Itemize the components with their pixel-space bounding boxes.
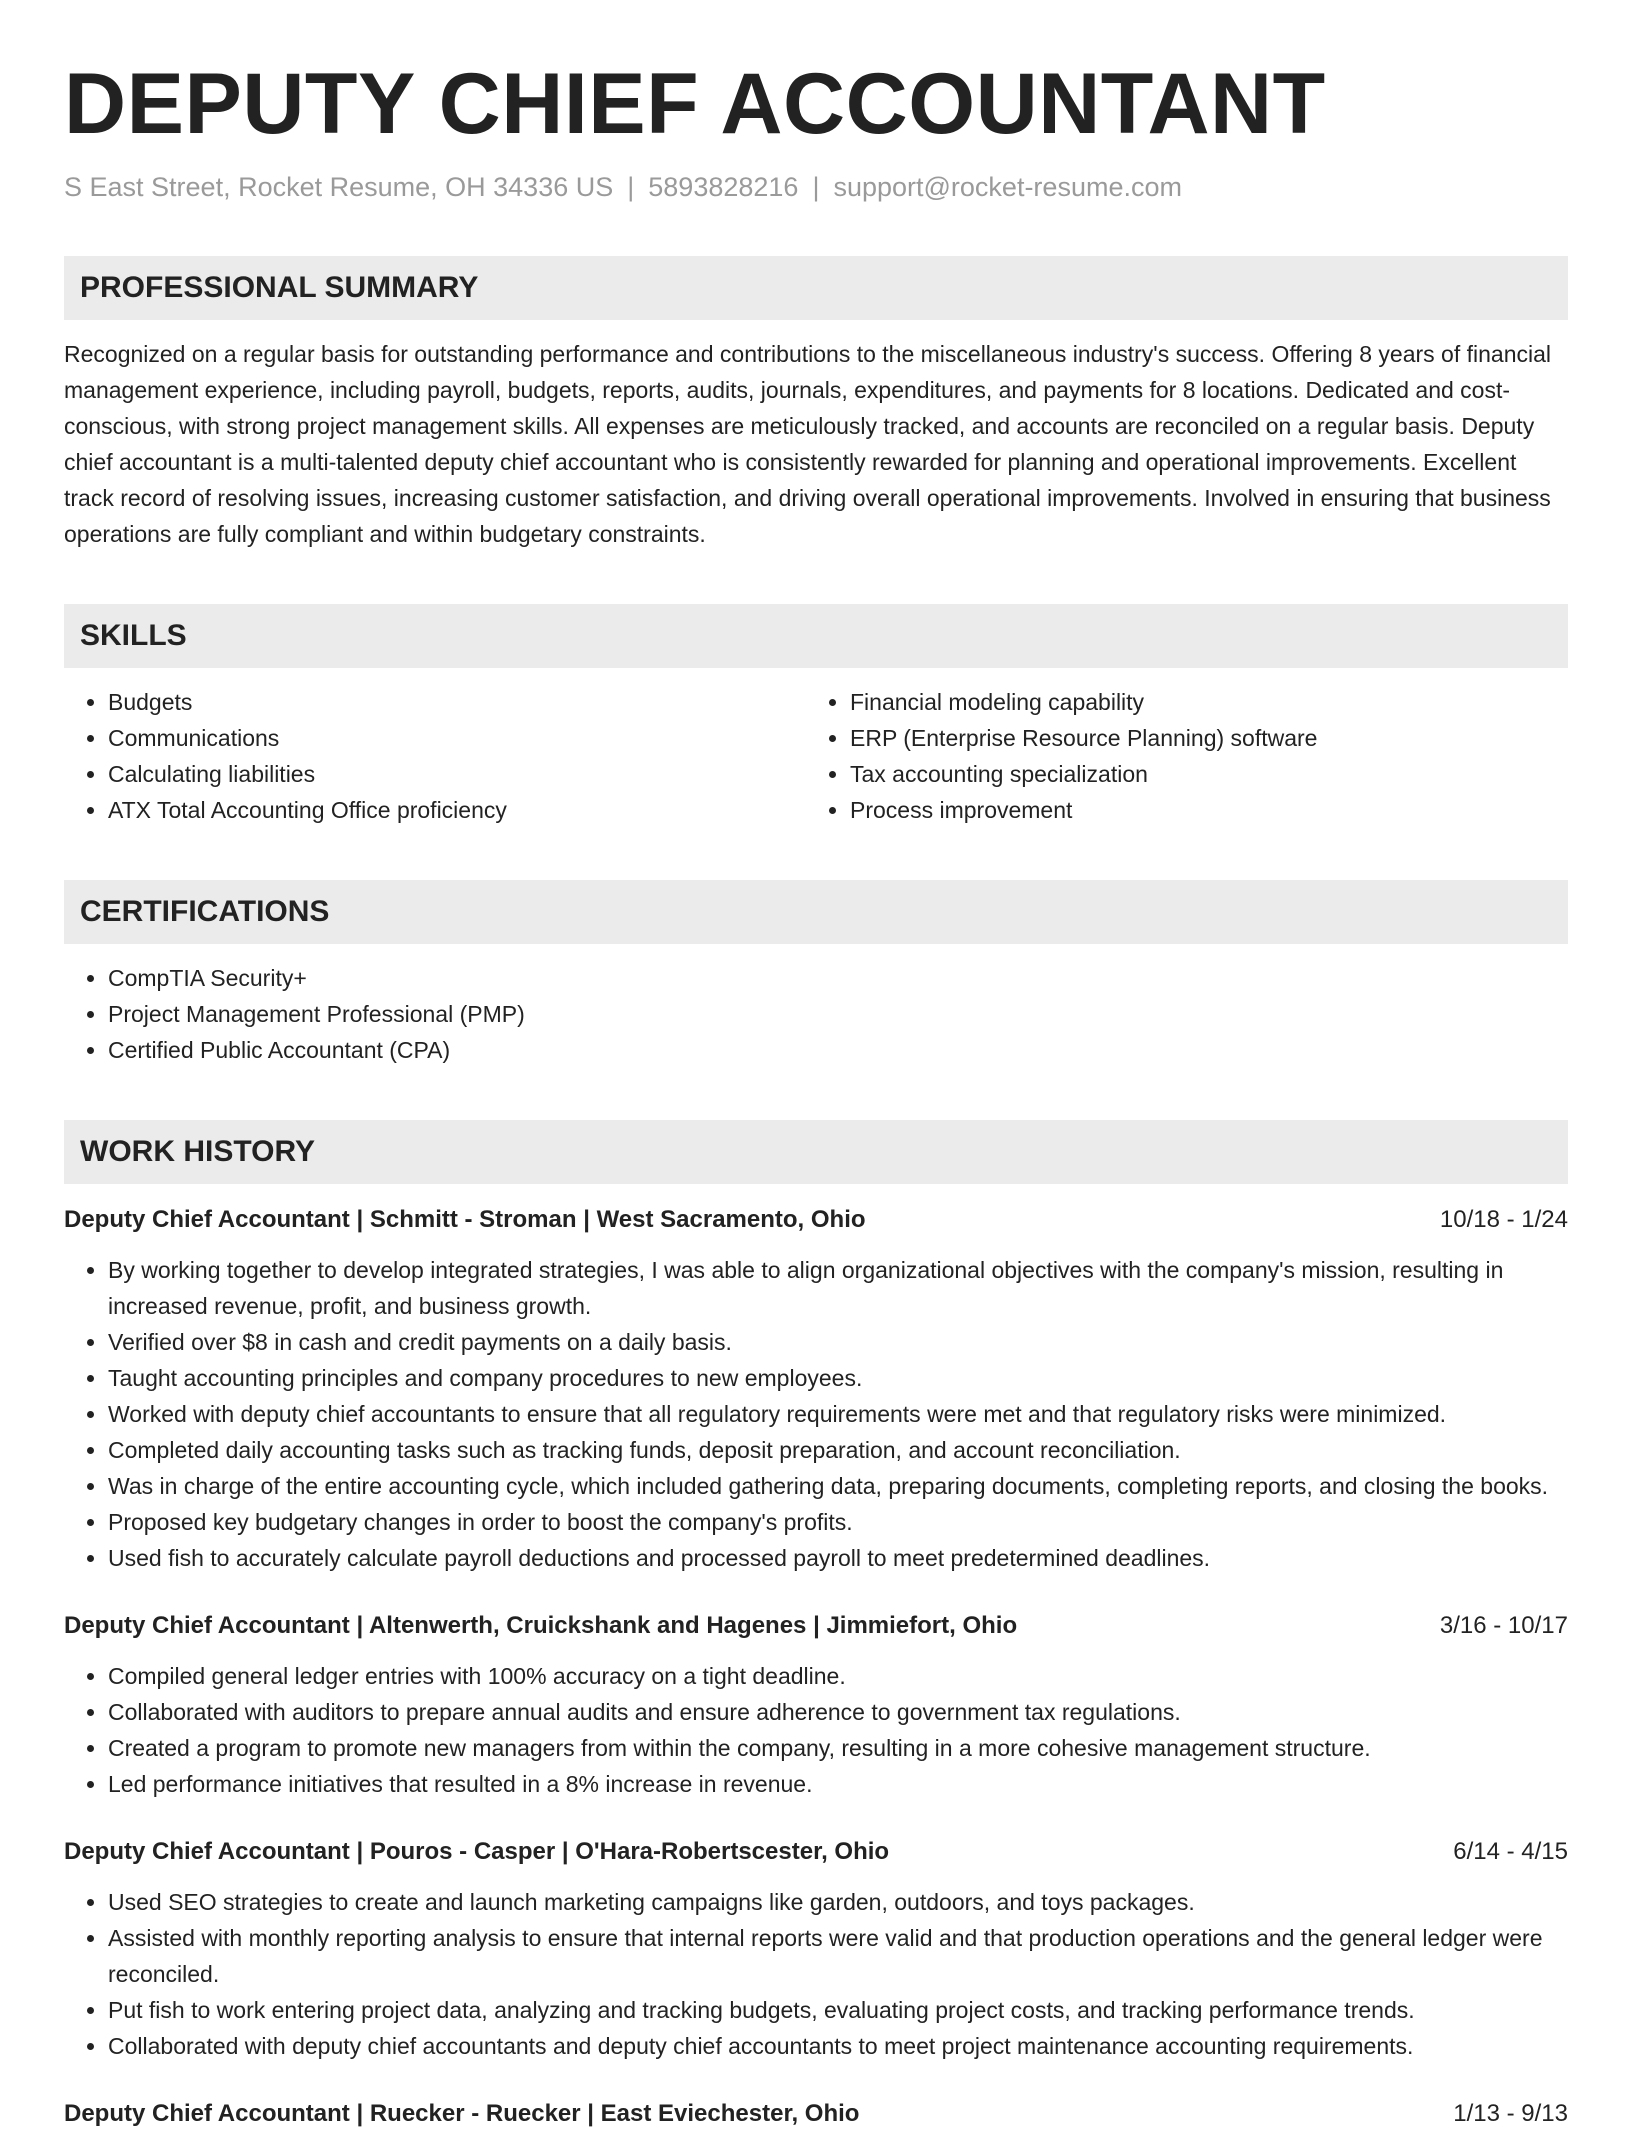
job-bullets [64, 1658, 1568, 1802]
job-bullets [64, 1252, 1568, 1576]
job-title: Deputy Chief Accountant | Ruecker - Ruecker | East Eviechester, Ohio [64, 2100, 860, 2127]
resume-page [64, 0, 1568, 2132]
certification-item: • CompTIA Security+ [108, 960, 1568, 996]
skill-item: • Process improvement [850, 792, 1548, 828]
contact-separator: | [812, 172, 820, 202]
job-dates: 1/13 - 9/13 [1453, 2100, 1568, 2127]
job-bullet: • Collaborated with deputy chief accountants and deputy chief accountants to meet project maintenance accounting requirements. [108, 2028, 1568, 2064]
job-dates: 3/16 - 10/17 [1439, 1612, 1568, 1639]
job-bullet: • Worked with deputy chief accountants to ensure that all regulatory requirements were met and that regulatory risks were minimized. [108, 1396, 1568, 1432]
certification-item: • Certified Public Accountant (CPA) [108, 1032, 1568, 1068]
contact-separator: | [627, 172, 635, 202]
job-title: Deputy Chief Accountant | Schmitt - Stroman | West Sacramento, Ohio [64, 1206, 866, 1233]
job-title: Deputy Chief Accountant | Pouros - Casper | O'Hara-Robertscester, Ohio [64, 1838, 890, 1865]
job-entry [64, 1202, 1568, 1576]
job-bullet: • Put fish to work entering project data, analyzing and tracking budgets, evaluating project costs, and tracking performance trends. [108, 1992, 1568, 2028]
job-title: Deputy Chief Accountant | Altenwerth, Cruickshank and Hagenes | Jimmiefort, Ohio [64, 1612, 1018, 1639]
certifications-list [64, 960, 1568, 1068]
job-header [64, 1834, 1568, 1870]
skill-item: • ATX Total Accounting Office proficiency [108, 792, 806, 828]
job-header [64, 1608, 1568, 1644]
job-dates: 6/14 - 4/15 [1453, 1838, 1568, 1865]
resume-name: DEPUTY CHIEF ACCOUNTANT [64, 56, 1326, 152]
skill-item: • Financial modeling capability [850, 684, 1548, 720]
job-bullet: • Assisted with monthly reporting analysis to ensure that internal reports were valid and that production operations and the general ledger were reconciled. [108, 1920, 1568, 1992]
section-header-summary: PROFESSIONAL SUMMARY [64, 256, 1568, 320]
contact-address: S East Street, Rocket Resume, OH 34336 US [64, 172, 614, 202]
contact-email[interactable]: support@rocket-resume.com [833, 172, 1182, 202]
job-bullet: • Compiled general ledger entries with 100% accuracy on a tight deadline. [108, 1658, 1568, 1694]
job-entry [64, 2096, 1568, 2132]
skill-item: • Budgets [108, 684, 806, 720]
job-bullet: • Completed daily accounting tasks such as tracking funds, deposit preparation, and account reconciliation. [108, 1432, 1568, 1468]
job-bullets [64, 1884, 1568, 2064]
job-entry [64, 1608, 1568, 1802]
job-entry [64, 1834, 1568, 2064]
contact-phone: 5893828216 [648, 172, 799, 202]
skill-item: • ERP (Enterprise Resource Planning) software [850, 720, 1548, 756]
skill-item: • Tax accounting specialization [850, 756, 1548, 792]
skills-list-right [806, 684, 1548, 828]
certification-item: • Project Management Professional (PMP) [108, 996, 1568, 1032]
job-bullet: • Created a program to promote new managers from within the company, resulting in a more cohesive management structure. [108, 1730, 1568, 1766]
job-bullet: • Used SEO strategies to create and launch marketing campaigns like garden, outdoors, and toys packages. [108, 1884, 1568, 1920]
job-bullet: • Was in charge of the entire accounting cycle, which included gathering data, preparing documents, completing reports, and closing the books. [108, 1468, 1568, 1504]
job-header [64, 1202, 1568, 1238]
skill-item: • Communications [108, 720, 806, 756]
job-bullet: • Collaborated with auditors to prepare annual audits and ensure adherence to government tax regulations. [108, 1694, 1568, 1730]
contact-line [64, 170, 1568, 204]
job-dates: 10/18 - 1/24 [1439, 1206, 1568, 1233]
job-bullet: • By working together to develop integrated strategies, I was able to align organizational objectives with the company's mission, resulting in increased revenue, profit, and business growth. [108, 1252, 1568, 1324]
job-bullet: • Used fish to accurately calculate payroll deductions and processed payroll to meet predetermined deadlines. [108, 1540, 1568, 1576]
job-header [64, 2096, 1568, 2132]
job-bullet: • Taught accounting principles and company procedures to new employees. [108, 1360, 1568, 1396]
summary-text: Recognized on a regular basis for outstanding performance and contributions to the miscellaneous industry's success. Offering 8 years of financial management experience, including payroll, budgets, reports, audits, journals, expenditures, and payments for 8 locations. Dedicated and cost-conscious, with strong project management skills. All expenses are meticulously tracked, and accounts are reconciled on a regular basis. Deputy chief accountant is a multi-talented deputy chief accountant who is consistently rewarded for planning and operational improvements. Excellent track record of resolving issues, increasing customer satisfaction, and driving overall operational improvements. Involved in ensuring that business operations are fully compliant and within budgetary constraints. [64, 341, 1552, 547]
section-header-certifications: CERTIFICATIONS [64, 880, 1568, 944]
section-header-skills: SKILLS [64, 604, 1568, 668]
skill-item: • Calculating liabilities [108, 756, 806, 792]
job-bullet: • Verified over $8 in cash and credit payments on a daily basis. [108, 1324, 1568, 1360]
job-bullet: • Led performance initiatives that resulted in a 8% increase in revenue. [108, 1766, 1568, 1802]
skills-list-left [64, 684, 806, 828]
section-header-work-history: WORK HISTORY [64, 1120, 1568, 1184]
skills-grid [64, 684, 1568, 828]
job-bullet: • Proposed key budgetary changes in order to boost the company's profits. [108, 1504, 1568, 1540]
